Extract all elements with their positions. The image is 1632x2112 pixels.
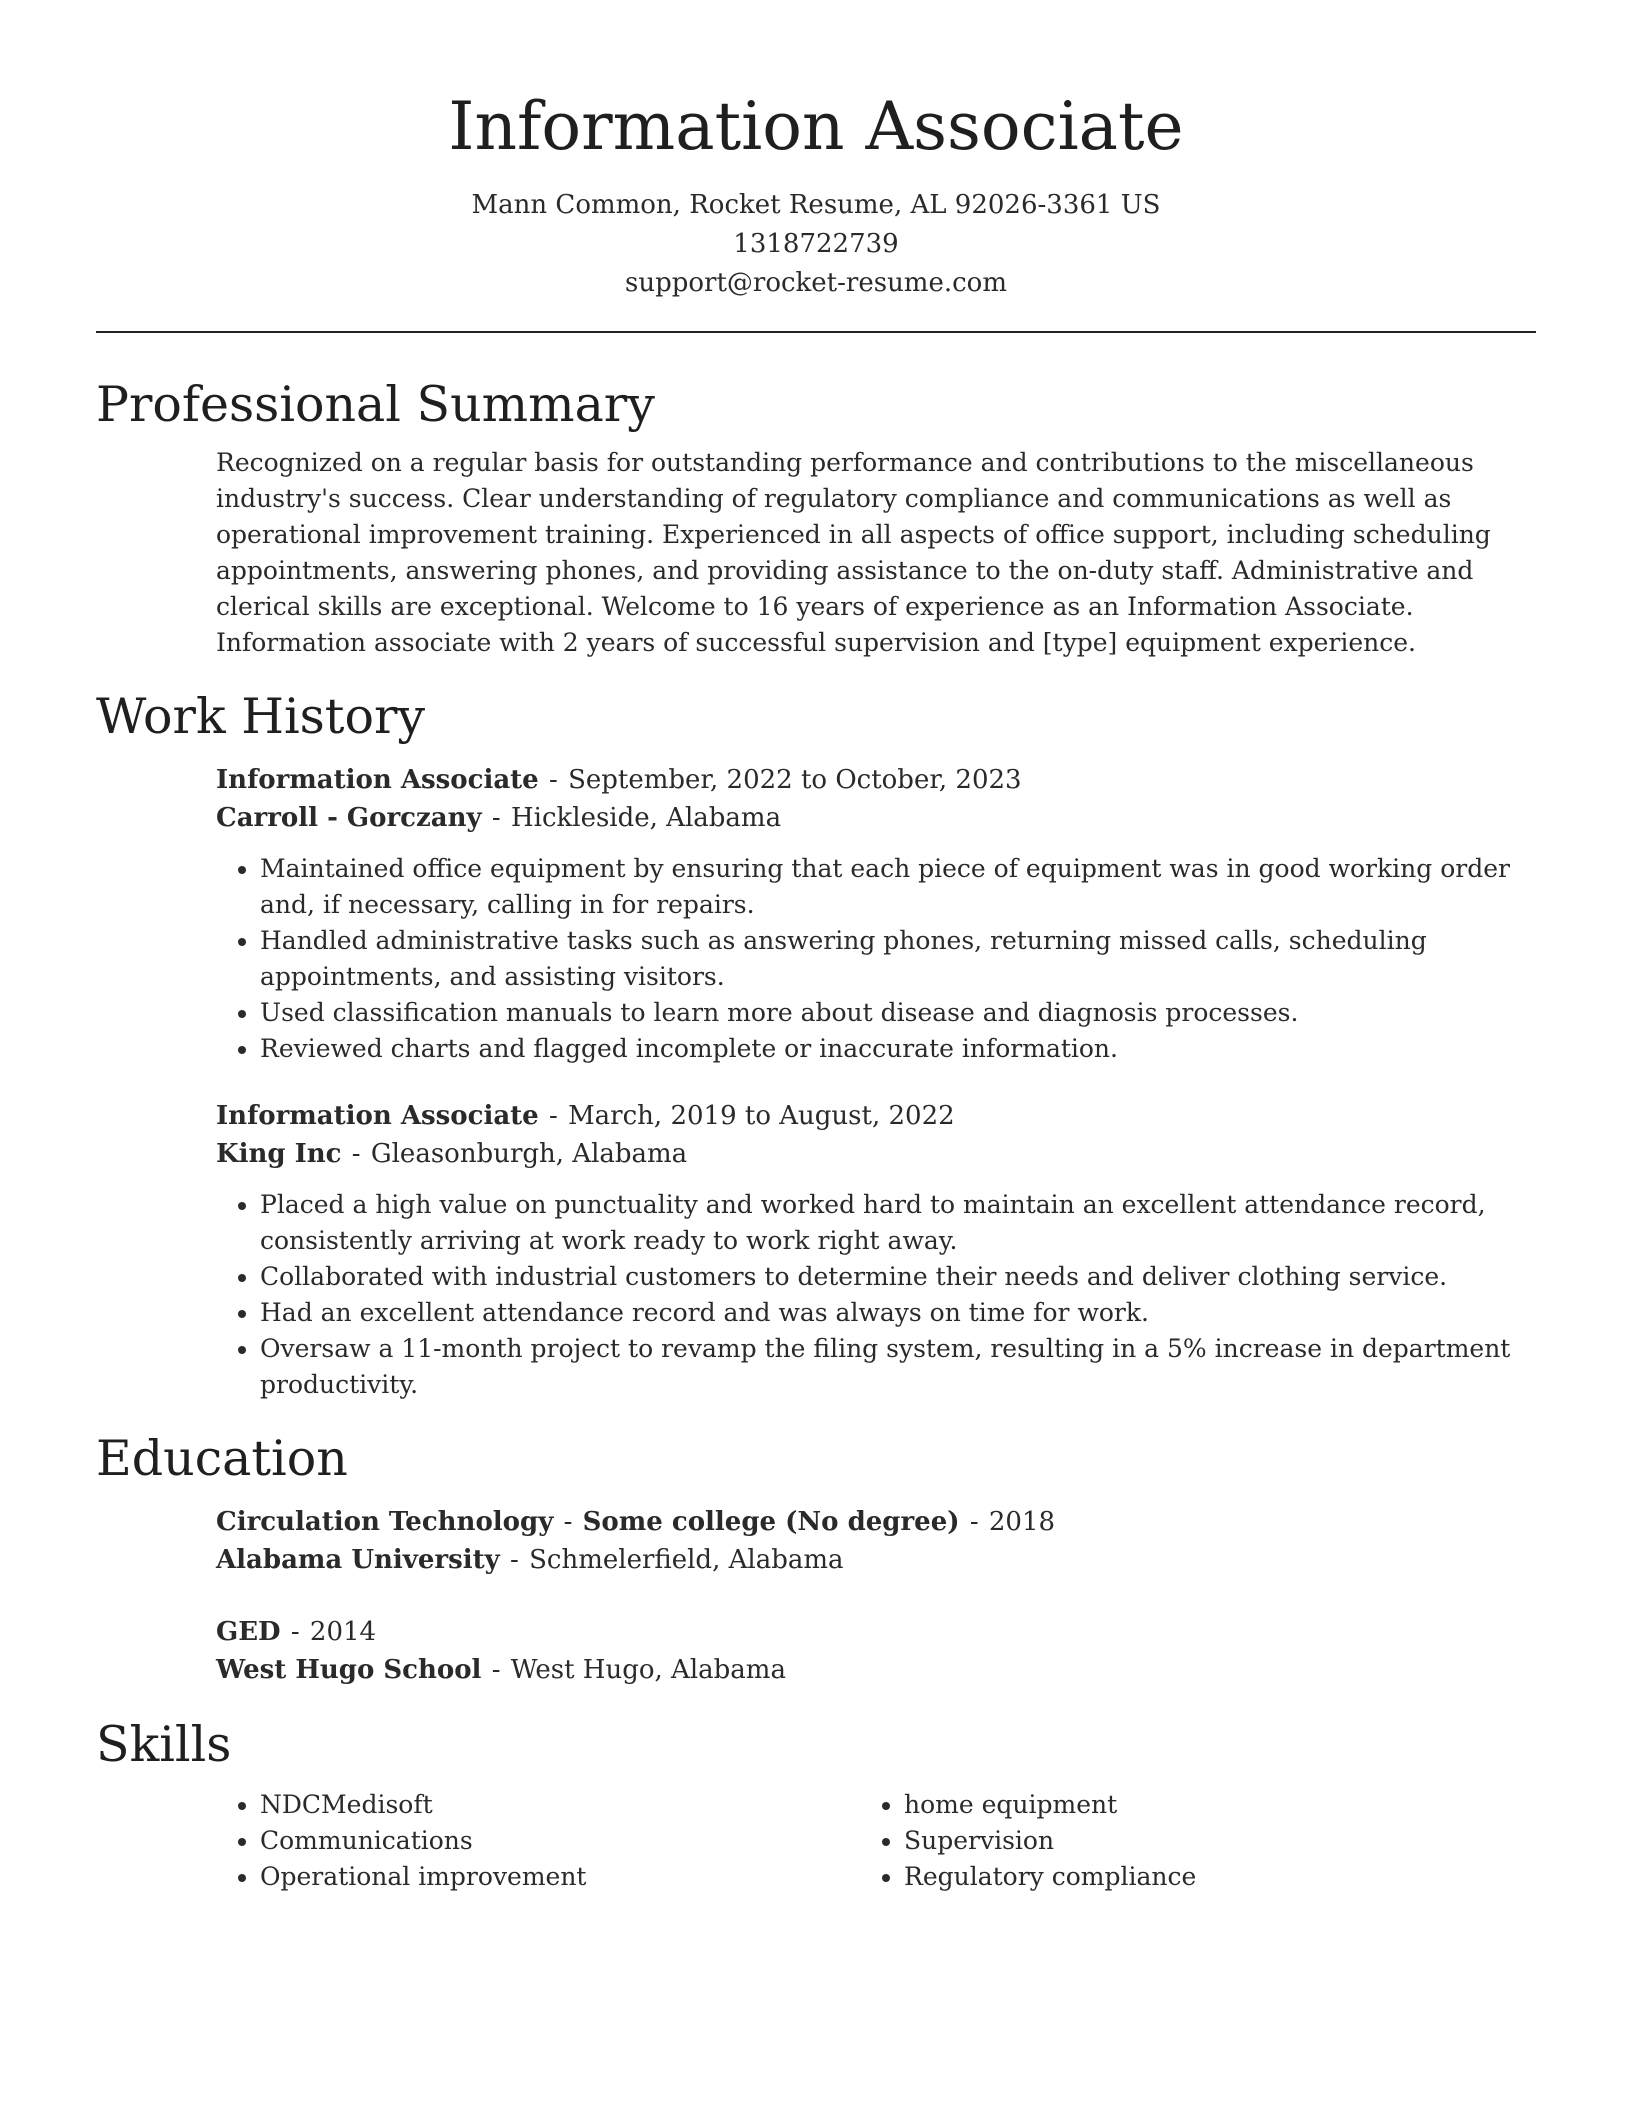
education-degree: Some college (No degree) xyxy=(582,1507,960,1537)
education-degree-line xyxy=(216,1503,1536,1541)
list-item: • NDCMedisoft xyxy=(260,1787,860,1823)
job-title-line xyxy=(216,1097,1536,1135)
list-item: • Regulatory compliance xyxy=(904,1859,1504,1895)
job-location: Hickleside, Alabama xyxy=(510,803,782,833)
separator: - xyxy=(540,1101,567,1131)
header-divider xyxy=(96,331,1536,333)
education-body xyxy=(216,1503,1536,1689)
job-entry xyxy=(216,1097,1536,1403)
work-history-section xyxy=(96,687,1536,1403)
job-location: Gleasonburgh, Alabama xyxy=(370,1139,688,1169)
education-title: Education xyxy=(96,1430,348,1487)
resume-header xyxy=(96,0,1536,303)
separator: - xyxy=(483,1655,509,1685)
summary-section xyxy=(96,375,1536,661)
education-degree: GED xyxy=(216,1617,281,1647)
job-company-line xyxy=(216,799,1536,837)
work-history-title: Work History xyxy=(96,688,426,745)
phone-text: 1318722739 xyxy=(733,229,899,259)
candidate-name: Information Associate xyxy=(448,88,1184,165)
job-role: Information Associate xyxy=(216,765,539,795)
list-item: • Had an excellent attendance record and was always on time for work. xyxy=(260,1295,1536,1331)
education-year: 2018 xyxy=(988,1507,1056,1537)
job-bullets xyxy=(216,851,1536,1067)
education-degree-line xyxy=(216,1613,1536,1651)
separator: - xyxy=(343,1139,369,1169)
list-item: • Handled administrative tasks such as answering phones, returning missed calls, scheduling appointments, and assisting visitors. xyxy=(260,923,1536,995)
separator: - xyxy=(961,1507,987,1537)
list-item: • Operational improvement xyxy=(260,1859,860,1895)
skills-title: Skills xyxy=(96,1716,232,1773)
education-school: Alabama University xyxy=(216,1545,500,1575)
list-item: • Reviewed charts and flagged incomplete or inaccurate information. xyxy=(260,1031,1536,1067)
job-company: Carroll - Gorczany xyxy=(216,803,482,833)
education-school: West Hugo School xyxy=(216,1655,482,1685)
job-bullets xyxy=(216,1187,1536,1403)
education-year: 2014 xyxy=(309,1617,377,1647)
skills-column-right xyxy=(860,1787,1504,1895)
skills-grid xyxy=(216,1787,1536,1895)
job-company: King Inc xyxy=(216,1139,342,1169)
list-item: • Supervision xyxy=(904,1823,1504,1859)
education-location: Schmelerfield, Alabama xyxy=(529,1545,844,1575)
skills-body xyxy=(216,1787,1536,1895)
list-item: • Maintained office equipment by ensuring that each piece of equipment was in good working order and, if necessary, calling in for repairs. xyxy=(260,851,1536,923)
email-text: support@rocket-resume.com xyxy=(624,268,1007,298)
education-school-line xyxy=(216,1541,1536,1579)
list-item: • Collaborated with industrial customers to determine their needs and deliver clothing service. xyxy=(260,1259,1536,1295)
resume-page xyxy=(96,0,1536,1895)
list-item: • Communications xyxy=(260,1823,860,1859)
job-title-line xyxy=(216,761,1536,799)
separator: - xyxy=(540,765,567,795)
list-item: • Used classification manuals to learn more about disease and diagnosis processes. xyxy=(260,995,1536,1031)
education-school-line xyxy=(216,1651,1536,1689)
skills-section xyxy=(96,1715,1536,1895)
skills-column-left xyxy=(216,1787,860,1895)
list-item: • Oversaw a 11-month project to revamp the filing system, resulting in a 5% increase in department productivity. xyxy=(260,1331,1536,1403)
education-section xyxy=(96,1429,1536,1689)
education-entry xyxy=(216,1503,1536,1579)
address-text: Mann Common, Rocket Resume, AL 92026-3361 US xyxy=(471,190,1161,220)
job-company-line xyxy=(216,1135,1536,1173)
separator: - xyxy=(501,1545,528,1575)
job-dates: March, 2019 to August, 2022 xyxy=(568,1101,955,1131)
list-item: • Placed a high value on punctuality and worked hard to maintain an excellent attendance record, consistently arriving at work ready to work right away. xyxy=(260,1187,1536,1259)
education-location: West Hugo, Alabama xyxy=(510,1655,786,1685)
separator: - xyxy=(483,803,509,833)
education-field: Circulation Technology xyxy=(216,1507,554,1537)
work-history-body xyxy=(216,761,1536,1403)
job-entry xyxy=(216,761,1536,1067)
summary-title: Professional Summary xyxy=(96,376,655,433)
separator: - xyxy=(282,1617,308,1647)
job-role: Information Associate xyxy=(216,1101,539,1131)
education-entry xyxy=(216,1613,1536,1689)
summary-text: Recognized on a regular basis for outstanding performance and contributions to the miscellaneous industry's success. Clear understanding of regulatory compliance and communications as well as operational improvement training. Experienced in all aspects of office support, including scheduling appointments, answering phones, and providing assistance to the on-duty staff. Administrative and clerical skills are exceptional. Welcome to 16 years of experience as an Information Associate. Information associate with 2 years of successful supervision and [type] equipment experience. xyxy=(216,448,1491,657)
separator: - xyxy=(555,1507,581,1537)
list-item: • home equipment xyxy=(904,1787,1504,1823)
contact-info xyxy=(96,186,1536,303)
job-dates: September, 2022 to October, 2023 xyxy=(568,765,1022,795)
